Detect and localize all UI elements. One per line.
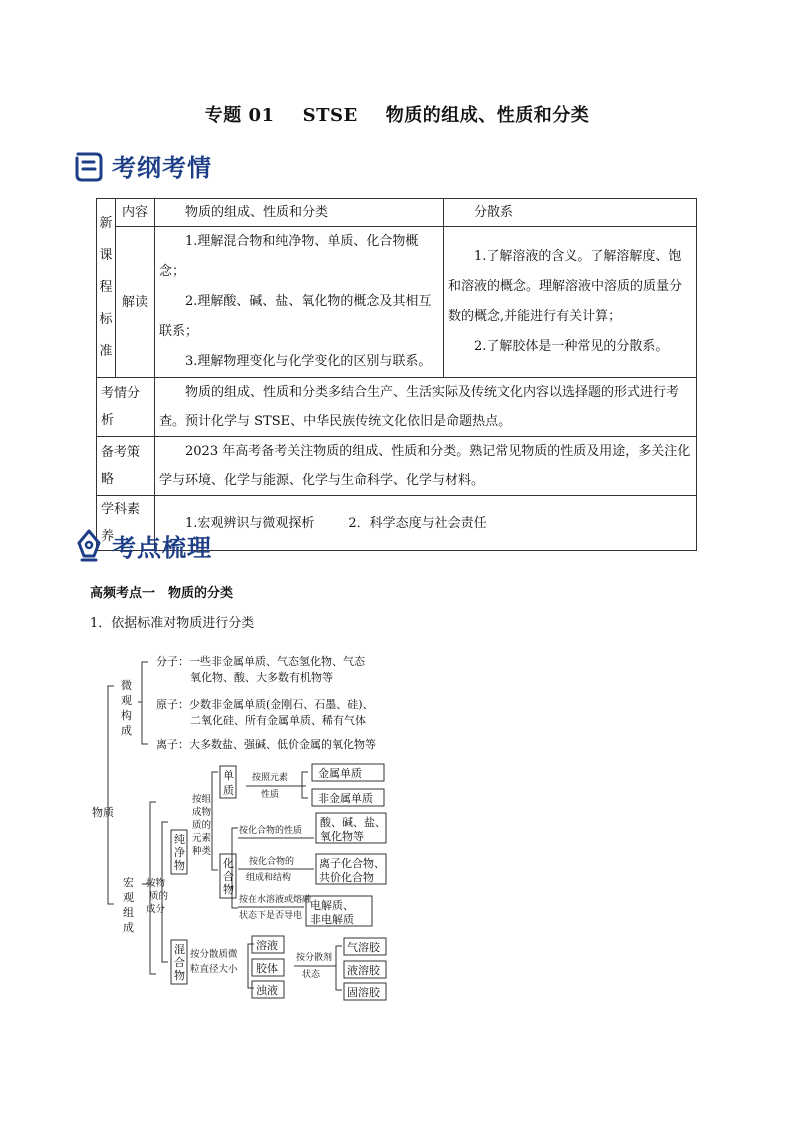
atom-line1: 原子：少数非金属单质(金刚石、石墨、硅)、	[156, 698, 374, 711]
interp-label: 解读	[116, 227, 155, 378]
by-particle-2: 粒直径大小	[190, 964, 238, 975]
page-title: 专题 01 STSE 物质的组成、性质和分类	[204, 105, 590, 126]
by-conduct-2: 状态下是否导电	[239, 911, 303, 921]
by-elem-nature-1: 按照元素	[252, 773, 289, 783]
svg-text:化: 化	[223, 857, 234, 870]
point-heading: 1．依据标准对物质进行分类	[90, 616, 255, 631]
svg-text:组: 组	[123, 906, 134, 919]
suspension: 浊液	[256, 984, 278, 997]
by-conduct-1: 按在水溶液或熔融	[239, 895, 312, 905]
svg-text:质的: 质的	[149, 891, 169, 902]
svg-text:纯: 纯	[174, 833, 185, 846]
macro-label	[123, 876, 134, 934]
svg-text:质: 质	[223, 784, 234, 797]
svg-text:观: 观	[123, 891, 134, 904]
molecule-line2: 氧化物、酸、大多数有机物等	[190, 671, 333, 684]
by-comp-nature: 按化合物的性质	[239, 826, 303, 836]
svg-text:合: 合	[223, 870, 234, 883]
new-standard-cell: 新 课 程 标 准	[97, 199, 116, 378]
ionic-1: 离子化合物、	[319, 857, 385, 870]
col1-header: 物质的组成、性质和分类	[155, 199, 444, 227]
atom-line2: 二氧化硅、所有金属单质、稀有气体	[190, 714, 366, 727]
by-particle-1: 按分散质微	[190, 949, 238, 960]
aerosol: 气溶胶	[347, 941, 380, 954]
molecule-line1: 分子：一些非金属单质、气态氢化物、气态	[156, 655, 365, 668]
svg-text:物: 物	[174, 969, 185, 982]
solution: 溶液	[256, 939, 278, 952]
svg-text:成: 成	[121, 724, 132, 737]
liquid-sol: 液溶胶	[347, 964, 380, 977]
nonmetal-elem: 非金属单质	[318, 792, 373, 805]
svg-text:元素: 元素	[192, 833, 212, 844]
col2-items: 1.了解溶液的含义。了解溶解度、饱和溶液的概念。理解溶液中溶质的质量分数的概念,并能进行有关计算； 2.了解胶体是一种常见的分散系。	[444, 227, 697, 378]
svg-text:物: 物	[174, 859, 185, 872]
section-points-header: 考点梳理	[74, 528, 212, 563]
electrolyte-1: 电解质、	[310, 899, 354, 912]
svg-text:混: 混	[174, 943, 185, 956]
outline-list-icon	[74, 150, 104, 182]
ion-line: 离子：大多数盐、强碱、低价金属的氧化物等	[156, 738, 376, 751]
svg-text:构: 构	[121, 709, 132, 722]
literacy-text: 1.宏观辨识与微观探析 2．科学态度与社会责任	[155, 496, 697, 551]
by-medium-1: 按分散剂	[296, 953, 333, 963]
svg-text:物: 物	[223, 883, 234, 896]
by-comp-struct-1: 按化合物的	[249, 857, 295, 867]
metal-elem: 金属单质	[318, 767, 362, 780]
ionic-2: 共价化合物	[319, 871, 374, 884]
compound-box-label	[223, 856, 234, 896]
pen-nib-icon	[74, 529, 104, 563]
electrolyte-2: 非电解质	[310, 913, 354, 926]
tree-root: 物质	[92, 806, 114, 819]
acid-base-2: 氧化物等	[320, 830, 364, 843]
svg-text:合: 合	[174, 956, 185, 969]
by-element-label	[192, 793, 212, 857]
pure-box-label	[174, 832, 185, 872]
svg-text:观: 观	[121, 694, 132, 707]
acid-base-1: 酸、碱、盐、	[320, 816, 386, 829]
classification-tree	[86, 644, 406, 1004]
svg-text:种类: 种类	[192, 846, 212, 857]
literacy-label: 学科素养	[97, 496, 155, 551]
svg-text:微: 微	[121, 679, 132, 692]
prep-strategy-text: 2023 年高考备考关注物质的组成、性质和分类。熟记常见物质的性质及用途，多关注化学与环境、化学与能源、化学与生命科学、化学与材料。	[155, 437, 697, 496]
exam-analysis-label: 考情分析	[97, 378, 155, 437]
by-comp-struct-2: 组成和结构	[246, 873, 292, 883]
by-components-label	[146, 877, 169, 915]
svg-text:成: 成	[123, 921, 134, 934]
svg-text:净: 净	[174, 846, 185, 859]
mixture-box-label	[174, 943, 185, 982]
section-outline-header: 考纲考情	[74, 148, 212, 183]
by-medium-2: 状态	[302, 970, 321, 980]
exam-analysis-text: 物质的组成、性质和分类多结合生产、生活实际及传统文化内容以选择题的形式进行考查。预计化学与 STSE、中华民族传统文化依旧是命题热点。	[155, 378, 697, 437]
col2-header: 分散系	[444, 199, 697, 227]
elemental-box-label	[223, 769, 234, 797]
by-elem-nature-2: 性质	[261, 790, 280, 800]
solid-sol: 固溶胶	[347, 986, 380, 999]
prep-strategy-label: 备考策略	[97, 437, 155, 496]
outline-table	[96, 198, 697, 551]
svg-text:宏: 宏	[123, 876, 134, 889]
col1-items: 1.理解混合物和纯净物、单质、化合物概念； 2.理解酸、碱、盐、氧化物的概念及其相互联系； 3.理解物理变化与化学变化的区别与联系。	[155, 227, 444, 378]
content-label: 内容	[116, 199, 155, 227]
svg-text:成物: 成物	[192, 807, 212, 818]
colloid: 胶体	[256, 962, 278, 975]
svg-text:质的: 质的	[192, 820, 212, 831]
svg-text:按组: 按组	[192, 794, 212, 805]
svg-text:成分: 成分	[146, 904, 166, 915]
svg-text:单: 单	[223, 769, 234, 782]
svg-text:按物: 按物	[146, 878, 166, 889]
micro-label	[121, 678, 132, 737]
subsection-heading: 高频考点一 物质的分类	[90, 586, 234, 601]
